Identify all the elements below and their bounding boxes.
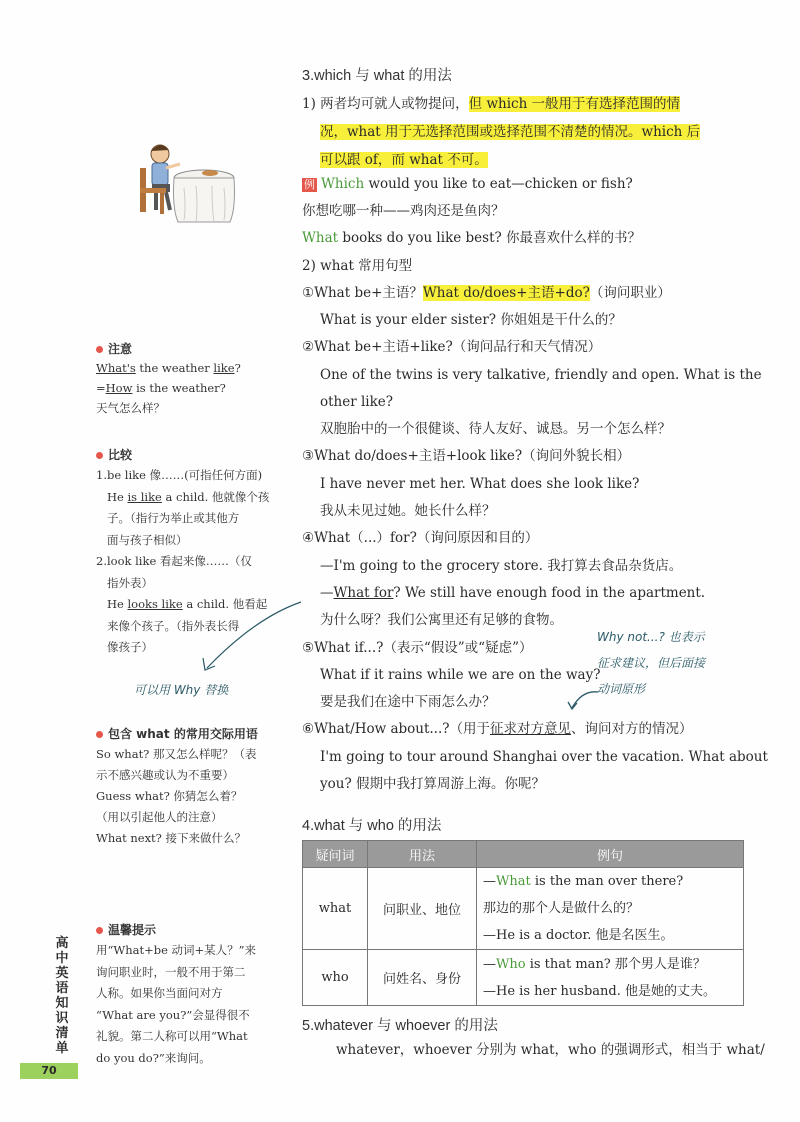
pattern-6-example-2: you? 假期中我打算周游上海。你呢？ — [320, 776, 545, 792]
pattern-3-zh: 我从未见过她。她长什么样？ — [320, 503, 496, 519]
sec5-text: whatever，whoever 分别为 what，who 的强调形式，相当于 what/ — [336, 1042, 765, 1058]
pattern-5: ⑤What if...?（表示“假设”或“疑虑”） — [302, 640, 533, 656]
pattern-4-zh: 为什么呀？我们公寓里还有足够的食物。 — [320, 612, 563, 628]
section-4-title: 4.what 与 who 的用法 — [302, 818, 442, 834]
curve-arrow-icon — [195, 598, 305, 678]
book-spine-title: 高中英语知识清单 — [55, 936, 69, 1056]
pattern-4-example-2: —What for? We still have enough food in the apartment. — [320, 585, 706, 601]
phrases-heading: 包含 what 的常用交际用语 — [96, 725, 258, 742]
tips-heading: 温馨提示 — [96, 921, 156, 938]
handwritten-replace-note: 可以用 Why 替换 — [134, 683, 229, 697]
pattern-3: ③What do/does+主语+look like?（询问外貌长相） — [302, 448, 631, 464]
pattern-5-example: What if it rains while we are on the way? — [320, 667, 601, 683]
sec3-point-2: 2) what 常用句型 — [302, 258, 413, 274]
sec3-point-1: 1) 两者均可就人或物提问，但 which 一般用于有选择范围的情 况，what 用于无选择范围或选择范围不清楚的情况。which 后 可以跟 of，而 what 不可。 — [302, 96, 701, 168]
arrow-icon — [560, 688, 600, 714]
sec3-example-1-zh: 你想吃哪一种——鸡肉还是鱼肉？ — [302, 203, 505, 219]
pattern-3-example: I have never met her. What does she look like? — [320, 476, 640, 492]
section-5-title: 5.whatever 与 whoever 的用法 — [302, 1018, 498, 1034]
section-3-title: 3.which 与 what 的用法 — [302, 68, 452, 84]
pattern-4-example-1: —I'm going to the grocery store. 我打算去食品杂货店。 — [320, 558, 683, 574]
pattern-6-example-1: I'm going to tour around Shanghai over the vacation. What about — [320, 749, 768, 765]
compare-body: 1.be like 像……(可指任何方面) He is like a child. 他就像个孩 子。（指行为举止或其他方 面与孩子相似） 2.look like 看起来像……（仅 指外表） He looks like a child. 他看起 来像个孩子。（指外表长得 像孩子） — [96, 468, 270, 654]
table-row: who 问姓名、身份 —Who is that man? 那个男人是谁？ —He is her husband. 他是她的丈夫。 — [303, 950, 744, 1006]
pattern-4: ④What（...）for?（询问原因和目的） — [302, 530, 539, 546]
table-row: what 问职业、地位 —What is the man over there? 那边的那个人是做什么的？ —He is a doctor. 他是名医生。 — [303, 868, 744, 950]
pattern-2-example-2: other like? — [320, 394, 394, 410]
tips-body: 用“What+be 动词+某人？”来 询问职业时，一般不用于第二 人称。如果你当面问对方 “What are you?”会显得很不 礼貌。第二人称可以用“What do you do?”来询问。 — [96, 943, 257, 1065]
table-header-example: 例句 — [477, 841, 744, 868]
bullet-icon — [96, 731, 103, 738]
sec3-example-2: What books do you like best? 你最喜欢什么样的书？ — [302, 230, 642, 246]
pattern-2-zh: 双胞胎中的一个很健谈、待人友好、诚恳。另一个怎么样？ — [320, 421, 671, 437]
bullet-icon — [96, 346, 103, 353]
child-eating-illustration — [132, 138, 242, 228]
pattern-2: ②What be+主语+like?（询问品行和天气情况） — [302, 339, 602, 355]
pattern-6: ⑥What/How about...?（用于征求对方意见、询问对方的情况） — [302, 721, 693, 737]
sec3-example-1: 例 Which would you like to eat—chicken or fish? — [304, 176, 633, 192]
note-heading: 注意 — [96, 340, 132, 357]
note-body: What's the weather like? =How is the weather? 天气怎么样？ — [96, 361, 241, 415]
handwritten-note: Why not...? 也表示 征求建议，但后面接 动词原形 — [597, 630, 706, 696]
page-number: 70 — [20, 1063, 78, 1079]
pattern-2-example-1: One of the twins is very talkative, friendly and open. What is the — [320, 367, 762, 383]
bullet-icon — [96, 927, 103, 934]
example-badge: 例 — [304, 178, 315, 191]
pattern-5-zh: 要是我们在途中下雨怎么办？ — [320, 694, 496, 710]
pattern-1-example: What is your elder sister? 你姐姐是干什么的？ — [320, 312, 622, 328]
what-who-table — [302, 840, 744, 1006]
phrases-body: So what? 那又怎么样呢？（表 示不感兴趣或认为不重要） Guess what? 你猜怎么着？ （用以引起他人的注意） What next? 接下来做什么？ — [96, 747, 257, 845]
bullet-icon — [96, 452, 103, 459]
table-header-word: 疑问词 — [303, 841, 368, 868]
table-header-usage: 用法 — [368, 841, 477, 868]
pattern-1: ①What be+主语？What do/does+主语+do?（询问职业） — [302, 285, 671, 301]
compare-heading: 比较 — [96, 446, 132, 463]
